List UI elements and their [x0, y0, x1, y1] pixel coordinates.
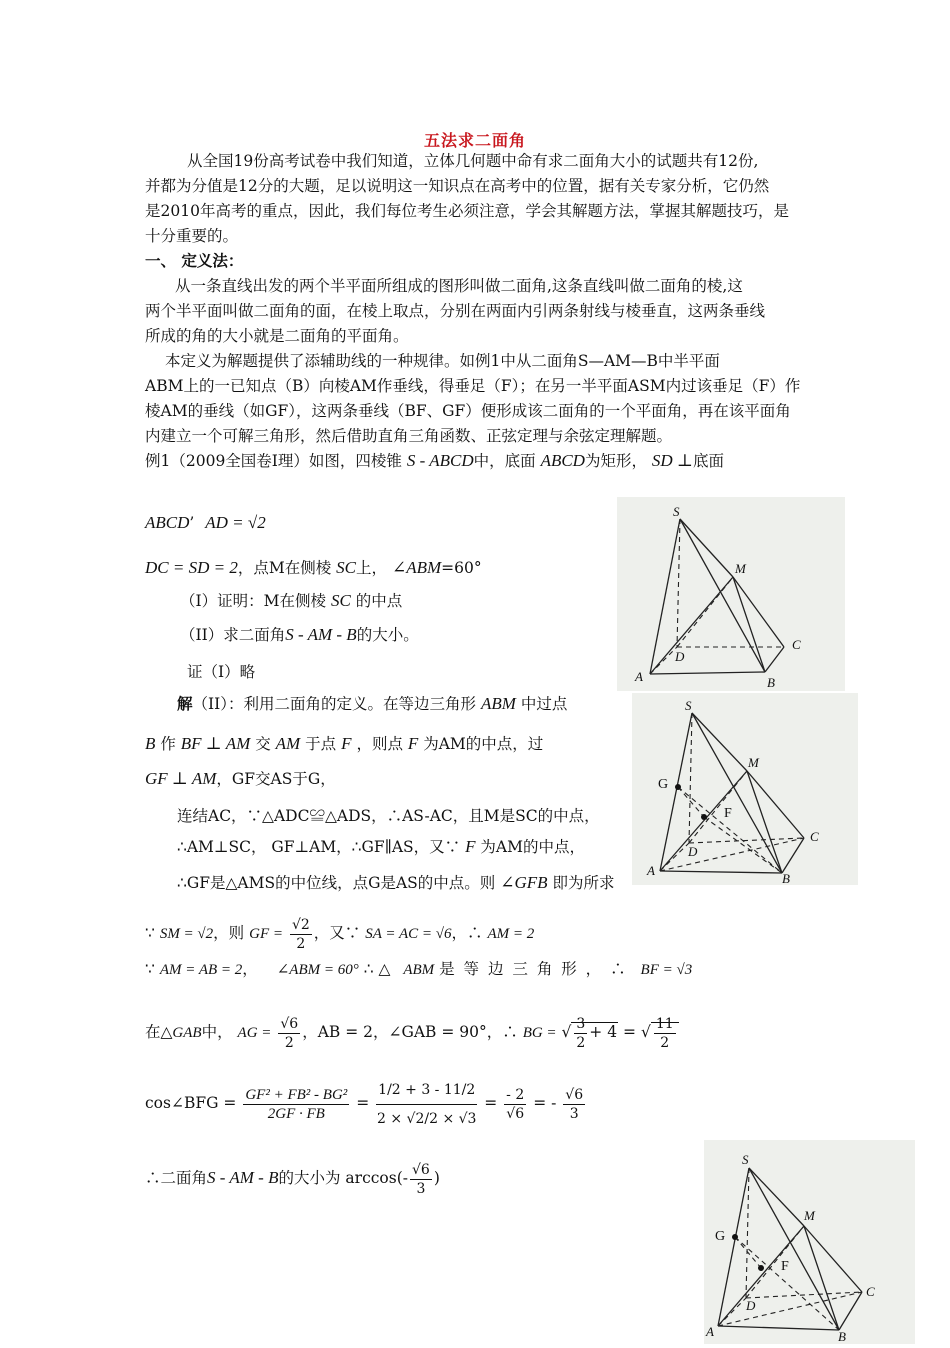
- math-am: AM: [275, 734, 301, 753]
- solution-line-4: 连结AC，∵△ADC≌△ADS，∴AS-AC，且M是SC的中点，: [177, 807, 600, 825]
- question-1: [180, 590, 402, 612]
- figure-pyramid-1: [617, 497, 845, 691]
- figure-pyramid-2: [632, 693, 858, 885]
- point-f: [701, 814, 707, 820]
- calc-text: ): [433, 1169, 440, 1187]
- frac-num: - 2: [506, 1086, 525, 1103]
- label-b: B: [767, 675, 775, 690]
- math-arccos: arccos(-: [345, 1169, 409, 1187]
- solution-text: 于点: [305, 735, 337, 753]
- label-d: D: [675, 649, 685, 664]
- math-f: F: [341, 734, 352, 753]
- calc-text: ，: [242, 960, 258, 978]
- label-s: S: [685, 698, 692, 713]
- frac-den: 2: [284, 1034, 294, 1051]
- definition-line-3: 所成的角的大小就是二面角的平面角。: [145, 327, 409, 345]
- math-sm: SM = √2: [159, 926, 214, 942]
- calc-text: ∴ △: [363, 960, 391, 978]
- calc-text: ∵: [145, 960, 155, 978]
- calc-text: 是 等 边 三 角 形 ， ∴: [439, 960, 628, 978]
- section-heading: 一、 定义法：: [145, 251, 244, 270]
- solution-text: ，GF交AS于G，: [216, 770, 336, 788]
- label-m: M: [748, 755, 759, 770]
- math-bf-perp: BF ⊥ AM: [180, 734, 251, 753]
- solution-text: 为AM的中点，: [480, 838, 585, 856]
- calc-text: ，∴: [451, 924, 483, 942]
- label-b: B: [782, 871, 790, 885]
- solution-text: （II）：利用二面角的定义。在等边三角形: [192, 695, 477, 713]
- calc-text: = -: [533, 1094, 557, 1112]
- frac-den: 2: [576, 1034, 586, 1051]
- solution-text: ∴GF是△AMS的中位线，点G是AS的中点。则: [177, 874, 496, 892]
- math-cos: cos∠BFG =: [145, 1094, 237, 1112]
- frac-num: √6: [280, 1015, 299, 1032]
- label-d: D: [746, 1298, 756, 1313]
- label-d: D: [688, 844, 698, 859]
- calc-text: =: [484, 1094, 498, 1112]
- example-text: =60°: [441, 559, 482, 577]
- solution-text: ，则点: [356, 735, 403, 753]
- math-am: AM = 2: [487, 926, 535, 942]
- solution-line-6: [177, 872, 632, 894]
- label-a: A: [647, 863, 655, 878]
- math-f: F: [465, 837, 476, 856]
- intro-line-3: 是2010年高考的重点，因此，我们每位考生必须注意，学会其解题方法，掌握其解题技巧，是: [145, 202, 789, 220]
- solution-text: 即为所求: [552, 874, 615, 892]
- calc-line-1: [145, 910, 534, 956]
- intro-line-4: 十分重要的。: [145, 227, 239, 245]
- explain-line-4: 内建立一个可解三角形，然后借助直角三角函数、正弦定理与余弦定理解题。: [145, 427, 673, 445]
- calc-text: ∵: [145, 924, 155, 942]
- math-ad: AD = √2: [205, 513, 266, 532]
- math-pyramid: S - ABCD: [406, 451, 474, 470]
- calc-text: ∴二面角: [145, 1169, 208, 1187]
- label-m: M: [735, 561, 746, 576]
- label-c: C: [810, 829, 819, 844]
- frac-den: 3: [569, 1105, 579, 1122]
- frac-den: 3: [416, 1180, 426, 1197]
- frac-cos-values: [376, 1076, 477, 1133]
- example-statement: [145, 450, 724, 472]
- solution-text: 交: [255, 735, 271, 753]
- label-s: S: [742, 1152, 749, 1167]
- solution-text: 作: [160, 735, 176, 753]
- calc-text: ，AB = 2，∠GAB = 90°，∴: [302, 1023, 518, 1041]
- frac-bg: [574, 1015, 587, 1052]
- math-sc: SC: [336, 558, 356, 577]
- math-gf-perp: GF ⊥ AM: [145, 769, 217, 788]
- frac-den: 2 × √2/2 × √3: [377, 1110, 477, 1127]
- frac-num: √2: [291, 916, 310, 933]
- frac-num: 11: [655, 1015, 674, 1032]
- question-text: 的大小。: [356, 626, 419, 644]
- solution-line-3: [145, 768, 336, 790]
- frac-cos-formula: [243, 1086, 349, 1123]
- frac-num: √6: [412, 1161, 430, 1178]
- sqrt-result: [651, 1015, 679, 1051]
- label-f: F: [724, 806, 732, 821]
- frac-gf: [290, 916, 312, 953]
- math-dihedral: S - AM - B: [207, 1168, 279, 1187]
- question-text: （II）求二面角: [180, 626, 286, 644]
- math-bf: BF = √3: [640, 962, 693, 978]
- frac-ag: [278, 1015, 300, 1052]
- math-sd-perp: SD ⊥: [651, 451, 693, 470]
- label-a: A: [706, 1324, 714, 1339]
- example-label: 例1（2009全国卷Ⅰ理）如图，四棱锥: [145, 452, 402, 470]
- label-c: C: [866, 1284, 875, 1299]
- math-angle-abm: ∠ABM: [391, 558, 442, 577]
- frac-answer: [410, 1161, 432, 1198]
- math-base: ABCD: [540, 451, 585, 470]
- intro-line-2: 并都为分值是12分的大题，足以说明这一知识点在高考中的位置，据有关专家分析，它仍然: [145, 177, 770, 195]
- frac-den: 2: [296, 935, 306, 952]
- calc-text: ，则: [213, 924, 245, 942]
- solution-text: 为AM的中点，过: [423, 735, 544, 753]
- sqrt-expr: [571, 1015, 618, 1051]
- explain-line-2: ABM上的一已知点（B）向棱AM作垂线，得垂足（F）；在另一半平面ASM内过该垂足（F）作: [145, 377, 801, 395]
- calc-line-3: 在△GAB中， AG = $\frac{√6}{2}$ ，AB = 2，∠GAB = 90°，∴ BG = √ $\frac{3}{2}$ + 4 = √ $\frac{11}{2}$: [145, 1008, 679, 1056]
- math-sc: SC: [330, 591, 351, 610]
- example-line-3: [145, 557, 482, 579]
- math-am-ab: AM = AB = 2: [159, 962, 243, 978]
- calc-text: =: [356, 1094, 370, 1112]
- frac-den: 2: [660, 1034, 670, 1051]
- explain-line-3: 棱AM的垂线（如GF），这两条垂线（BF、GF）便形成该二面角的一个平面角，再在该平面角: [145, 402, 791, 420]
- calc-text: 的大小为: [278, 1169, 341, 1187]
- question-text: （I）证明：M在侧棱: [180, 592, 326, 610]
- math-abm: ABM: [480, 694, 516, 713]
- label-b: B: [838, 1329, 846, 1344]
- figure-pyramid-3: [704, 1140, 915, 1344]
- label-s: S: [673, 504, 680, 519]
- point-f: [758, 1265, 764, 1271]
- label-f: F: [781, 1259, 789, 1274]
- example-text: 中，底面: [473, 452, 536, 470]
- definition-line-1: 从一条直线出发的两个半平面所组成的图形叫做二面角,这条直线叫做二面角的棱,这: [175, 277, 743, 295]
- label-g: G: [658, 777, 669, 792]
- example-text: 底面: [692, 452, 724, 470]
- math-gf: GF =: [249, 926, 283, 942]
- proof-1: 证（I）略: [187, 663, 256, 681]
- math-b: B: [145, 734, 156, 753]
- label-g: G: [715, 1229, 726, 1244]
- calc-text: + 4: [589, 1023, 618, 1041]
- solution-lead: 解: [177, 694, 193, 713]
- point-g: [732, 1234, 738, 1240]
- label-c: C: [792, 637, 801, 652]
- calc-line-2: [145, 958, 692, 981]
- calc-line-4: [145, 1062, 587, 1144]
- solution-line-1: [177, 693, 567, 715]
- math-dc-sd: DC = SD = 2: [145, 558, 238, 577]
- label-a: A: [635, 669, 643, 684]
- example-line-2: ABCD’ AD = √2: [145, 513, 266, 532]
- label-m: M: [804, 1208, 815, 1223]
- math-angle-gfb: ∠GFB: [500, 873, 548, 892]
- calc-text: ，又∵: [313, 924, 361, 942]
- frac-cos-result: [563, 1086, 585, 1123]
- question-text: 的中点: [355, 592, 403, 610]
- math-dihedral: S - AM - B: [285, 625, 357, 644]
- solution-text: ∴AM⊥SC， GF⊥AM，∴GF∥AS，又∵: [177, 838, 461, 856]
- math-bg: BG =: [522, 1025, 557, 1041]
- frac-num: 3: [576, 1015, 586, 1032]
- page-title: 五法求二面角: [423, 131, 526, 150]
- solution-text: 中过点: [520, 695, 568, 713]
- question-2: [180, 624, 419, 646]
- frac-num: √6: [565, 1086, 584, 1103]
- pyramid-diagram-1: [617, 497, 845, 691]
- example-text: 为矩形，: [584, 452, 647, 470]
- frac-den: √6: [506, 1105, 525, 1122]
- math-gab: GAB: [172, 1025, 202, 1041]
- example-text: 上，: [356, 559, 388, 577]
- math-ag: AG =: [237, 1025, 272, 1041]
- example-text: ，点M在侧棱: [237, 559, 332, 577]
- frac-cos-simplified: [504, 1086, 526, 1123]
- solution-line-5: [177, 836, 585, 858]
- math-abcd: ABCD: [145, 513, 190, 532]
- calc-text: 在△: [145, 1023, 173, 1041]
- pyramid-diagram-2: [632, 693, 858, 885]
- frac-result: [654, 1015, 676, 1052]
- solution-line-2: [145, 733, 615, 755]
- frac-den: 2GF · FB: [267, 1105, 325, 1122]
- intro-line-1: 从全国19份高考试卷中我们知道，立体几何题中命有求二面角大小的试题共有12份,: [187, 152, 759, 170]
- definition-line-2: 两个半平面叫做二面角的面，在棱上取点，分别在两面内引两条射线与棱垂直，这两条垂线: [145, 302, 766, 320]
- calc-text: =: [623, 1023, 637, 1041]
- frac-num: 1/2 + 3 - 11/2: [376, 1076, 477, 1105]
- math-f: F: [407, 734, 419, 753]
- frac-num: GF² + FB² - BG²: [245, 1086, 348, 1103]
- calc-line-5: [145, 1156, 440, 1200]
- math-angle: ∠ABM = 60°: [276, 962, 359, 978]
- point-g: [675, 784, 681, 790]
- math-abm: ABM: [403, 962, 435, 978]
- math-sa: SA = AC = √6: [365, 926, 452, 942]
- calc-text: 中，: [201, 1023, 233, 1041]
- explain-line-1: 本定义为解题提供了添辅助线的一种规律。如例1中从二面角S—AM—B中半平面: [165, 352, 720, 370]
- pyramid-diagram-3: [704, 1140, 915, 1344]
